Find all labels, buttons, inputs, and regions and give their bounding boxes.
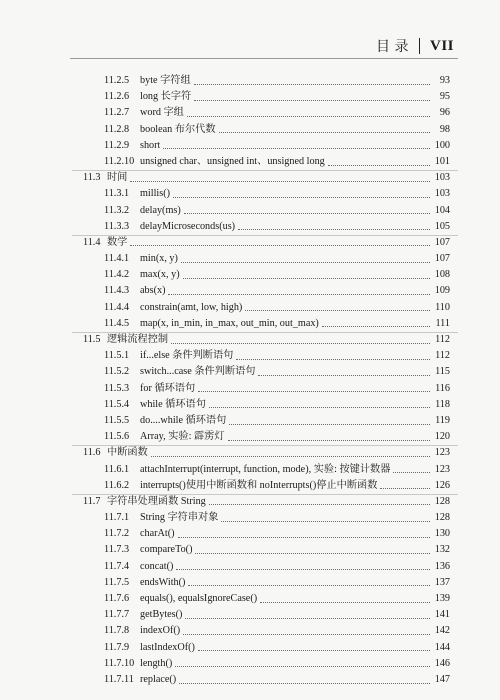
toc-entry-page: 111 bbox=[435, 317, 450, 329]
toc-entry-title: 数学 bbox=[107, 236, 128, 248]
dot-leader bbox=[229, 424, 430, 425]
toc-entry-row bbox=[0, 542, 500, 558]
toc-entry-title: interrupts()使用中断函数和 noInterrupts()停止中断函数 bbox=[140, 479, 378, 491]
toc-entry-number: 11.5.3 bbox=[104, 382, 130, 394]
toc-entry-row bbox=[0, 526, 500, 542]
toc-section-row bbox=[0, 170, 500, 186]
toc-entry-row bbox=[0, 348, 500, 364]
toc-entry-title: switch...case 条件判断语句 bbox=[140, 366, 256, 378]
header-divider bbox=[419, 38, 420, 54]
toc-entry-row bbox=[0, 623, 500, 639]
dot-leader bbox=[380, 488, 430, 489]
toc-entry-page: 119 bbox=[435, 414, 450, 426]
dot-leader bbox=[228, 440, 430, 441]
toc-entry-page: 101 bbox=[434, 155, 450, 167]
toc-entry-title: map(x, in_min, in_max, out_min, out_max) bbox=[140, 317, 319, 329]
toc-entry-number: 11.3 bbox=[83, 172, 101, 184]
dot-leader bbox=[209, 504, 430, 505]
toc-entry-row bbox=[0, 591, 500, 607]
toc-entry-number: 11.7.1 bbox=[104, 512, 130, 524]
toc-entry-title: replace() bbox=[140, 673, 177, 685]
toc-entry-number: 11.6.2 bbox=[104, 479, 130, 491]
dot-leader bbox=[328, 165, 430, 166]
toc-entry-number: 11.5.1 bbox=[104, 350, 130, 362]
toc-entry-number: 11.3.2 bbox=[104, 204, 130, 216]
toc-entry-row bbox=[0, 478, 500, 494]
toc-entry-page: 126 bbox=[434, 479, 450, 491]
dot-leader bbox=[168, 294, 430, 295]
toc-entry-row bbox=[0, 251, 500, 267]
toc-entry-page: 139 bbox=[434, 593, 450, 604]
toc-entry-row bbox=[0, 300, 500, 316]
toc-entry-title: abs(x) bbox=[140, 285, 166, 297]
toc-entry-row bbox=[0, 138, 500, 154]
toc-entry-title: compareTo() bbox=[140, 544, 193, 556]
toc-entry-number: 11.7.6 bbox=[104, 593, 130, 604]
toc-entry-page: 132 bbox=[434, 544, 450, 556]
toc-entry-row bbox=[0, 267, 500, 283]
toc-entry-title: for 循环语句 bbox=[140, 382, 196, 394]
toc-entry-page: 112 bbox=[435, 334, 450, 345]
toc-entry-title: lastIndexOf() bbox=[140, 641, 195, 653]
toc-entry-number: 11.7.8 bbox=[104, 625, 130, 637]
toc-entry-number: 11.4.2 bbox=[104, 269, 130, 281]
toc-entry-page: 130 bbox=[434, 528, 450, 540]
toc-entry-page: 95 bbox=[439, 91, 450, 103]
dot-leader bbox=[221, 521, 430, 522]
toc-entry-title: boolean 布尔代数 bbox=[140, 123, 216, 135]
dot-leader bbox=[130, 245, 430, 246]
dot-leader bbox=[183, 278, 430, 279]
toc-entry-row bbox=[0, 397, 500, 413]
toc-entry-number: 11.2.10 bbox=[104, 155, 135, 167]
toc-entry-title: min(x, y) bbox=[140, 253, 178, 265]
dot-leader bbox=[393, 472, 430, 473]
toc-entry-row bbox=[0, 316, 500, 332]
toc-entry-title: delayMicroseconds(us) bbox=[140, 220, 236, 232]
toc-entry-page: 137 bbox=[434, 576, 450, 588]
toc-entry-row bbox=[0, 73, 500, 89]
toc-entry-title: long 长字符 bbox=[140, 91, 192, 103]
toc-entry-title: equals(), equalsIgnoreCase() bbox=[140, 593, 258, 604]
dot-leader bbox=[219, 132, 430, 133]
dot-leader bbox=[194, 100, 430, 101]
dot-leader bbox=[188, 585, 430, 586]
dot-leader bbox=[198, 391, 430, 392]
toc-entry-page: 147 bbox=[434, 673, 450, 685]
toc-entry-number: 11.7.3 bbox=[104, 544, 130, 556]
toc-entry-page: 107 bbox=[434, 236, 450, 248]
toc-entry-page: 115 bbox=[435, 366, 450, 378]
dot-leader bbox=[195, 553, 430, 554]
toc-entry-row bbox=[0, 640, 500, 656]
toc-entry-page: 103 bbox=[434, 188, 450, 200]
toc-entry-page: 144 bbox=[434, 641, 450, 653]
toc-entry-page: 100 bbox=[434, 139, 450, 151]
toc-entry-title: attachInterrupt(interrupt, function, mode), 实验: 按键计数器 bbox=[140, 463, 391, 475]
toc-entry-row bbox=[0, 413, 500, 429]
toc-entry-number: 11.7.2 bbox=[104, 528, 130, 540]
toc-section-row bbox=[0, 494, 500, 510]
toc-entry-title: charAt() bbox=[140, 528, 175, 540]
toc-entry-number: 11.7.11 bbox=[104, 673, 134, 685]
toc-entry-number: 11.2.7 bbox=[104, 107, 130, 119]
toc-entry-row bbox=[0, 672, 500, 688]
toc-entry-number: 11.5.5 bbox=[104, 414, 130, 426]
dot-leader bbox=[178, 537, 430, 538]
dot-leader bbox=[171, 343, 430, 344]
toc-entry-page: 141 bbox=[434, 609, 450, 621]
dot-leader bbox=[181, 262, 430, 263]
toc-entry-title: endsWith() bbox=[140, 576, 186, 588]
toc-entry-number: 11.5.4 bbox=[104, 398, 130, 410]
toc-entry-row bbox=[0, 154, 500, 170]
dot-leader bbox=[184, 213, 430, 214]
toc-entry-row bbox=[0, 89, 500, 105]
toc-entry-page: 136 bbox=[434, 560, 450, 572]
toc-entry-number: 11.7.7 bbox=[104, 609, 130, 621]
toc-entry-row bbox=[0, 283, 500, 299]
toc-entry-title: String 字符串对象 bbox=[140, 512, 219, 524]
toc-entry-page: 109 bbox=[434, 285, 450, 297]
toc-entry-number: 11.5.6 bbox=[104, 431, 130, 443]
toc-entry-number: 11.5 bbox=[83, 334, 101, 345]
dot-leader bbox=[179, 683, 430, 684]
dot-leader bbox=[194, 84, 430, 85]
dot-leader bbox=[260, 602, 430, 603]
toc-entry-page: 120 bbox=[434, 431, 450, 443]
toc-entry-row bbox=[0, 575, 500, 591]
toc-entry-row bbox=[0, 429, 500, 445]
toc-entry-row bbox=[0, 559, 500, 575]
toc-section-row bbox=[0, 332, 500, 348]
toc-entry-page: 142 bbox=[434, 625, 450, 637]
toc-entry-title: length() bbox=[140, 657, 173, 669]
dot-leader bbox=[322, 326, 430, 327]
toc-entry-number: 11.3.1 bbox=[104, 188, 130, 200]
toc-entry-page: 128 bbox=[434, 512, 450, 524]
toc-entry-title: short bbox=[140, 139, 161, 151]
toc-entry-number: 11.6.1 bbox=[104, 463, 130, 475]
toc-entry-page: 107 bbox=[434, 253, 450, 265]
toc-entry-title: indexOf() bbox=[140, 625, 181, 637]
toc-entry-number: 11.2.5 bbox=[104, 75, 130, 86]
toc-entry-row bbox=[0, 462, 500, 478]
dot-leader bbox=[130, 181, 430, 182]
dot-leader bbox=[187, 116, 430, 117]
header-label: 目 录 bbox=[375, 40, 409, 55]
toc-entry-title: delay(ms) bbox=[140, 204, 181, 216]
toc-entry-row bbox=[0, 510, 500, 526]
toc-entry-title: while 循环语句 bbox=[140, 398, 206, 410]
toc-entry-title: byte 字符组 bbox=[140, 75, 191, 86]
toc-entry-page: 98 bbox=[439, 123, 450, 135]
toc-entry-page: 146 bbox=[434, 657, 450, 669]
toc-entry-page: 118 bbox=[435, 398, 450, 410]
toc-entry-page: 108 bbox=[434, 269, 450, 281]
header-rule bbox=[70, 58, 458, 59]
toc-entry-title: if...else 条件判断语句 bbox=[140, 350, 234, 362]
toc-entry-number: 11.4.3 bbox=[104, 285, 130, 297]
toc-entry-row bbox=[0, 656, 500, 672]
toc-entry-number: 11.7.9 bbox=[104, 641, 130, 653]
dot-leader bbox=[245, 310, 430, 311]
header-page-number: VII bbox=[429, 37, 454, 54]
toc-entry-number: 11.4.1 bbox=[104, 253, 130, 265]
toc-entry-row bbox=[0, 105, 500, 121]
toc-section-row bbox=[0, 445, 500, 461]
toc-entry-page: 128 bbox=[434, 495, 450, 507]
dot-leader bbox=[209, 407, 430, 408]
dot-leader bbox=[185, 618, 430, 619]
dot-leader bbox=[163, 148, 430, 149]
dot-leader bbox=[175, 666, 430, 667]
toc-entry-row bbox=[0, 381, 500, 397]
toc-entry-page: 116 bbox=[435, 382, 450, 394]
toc-entry-page: 123 bbox=[434, 447, 450, 459]
toc-entry-title: 时间 bbox=[107, 172, 128, 184]
dot-leader bbox=[183, 634, 430, 635]
toc-entry-number: 11.7 bbox=[83, 495, 101, 507]
toc-entry-title: unsigned char、unsigned int、unsigned long bbox=[140, 155, 325, 167]
toc-entry-number: 11.7.5 bbox=[104, 576, 130, 588]
dot-leader bbox=[176, 569, 430, 570]
toc-entry-title: Array, 实验: 霹雳灯 bbox=[140, 431, 225, 443]
toc-entry-title: 中断函数 bbox=[107, 447, 148, 459]
toc-entry-page: 103 bbox=[434, 172, 450, 184]
toc-entry-title: getBytes() bbox=[140, 609, 183, 621]
toc-entry-title: max(x, y) bbox=[140, 269, 180, 281]
toc-entry-row bbox=[0, 219, 500, 235]
toc-entry-number: 11.5.2 bbox=[104, 366, 130, 378]
table-of-contents bbox=[0, 73, 500, 688]
page-header bbox=[376, 36, 454, 56]
toc-entry-row bbox=[0, 186, 500, 202]
toc-entry-page: 110 bbox=[435, 301, 450, 313]
dot-leader bbox=[258, 375, 430, 376]
toc-entry-number: 11.3.3 bbox=[104, 220, 130, 232]
toc-entry-page: 93 bbox=[439, 75, 450, 86]
dot-leader bbox=[173, 197, 430, 198]
toc-section-row bbox=[0, 235, 500, 251]
toc-entry-title: millis() bbox=[140, 188, 170, 200]
dot-leader bbox=[236, 359, 430, 360]
toc-entry-title: do....while 循环语句 bbox=[140, 414, 227, 426]
toc-entry-number: 11.7.4 bbox=[104, 560, 130, 572]
dot-leader bbox=[238, 229, 430, 230]
toc-entry-row bbox=[0, 364, 500, 380]
toc-entry-title: concat() bbox=[140, 560, 174, 572]
toc-entry-number: 11.4 bbox=[83, 236, 101, 248]
toc-entry-page: 104 bbox=[434, 204, 450, 216]
toc-entry-number: 11.6 bbox=[83, 447, 101, 459]
toc-entry-title: constrain(amt, low, high) bbox=[140, 301, 243, 313]
toc-entry-number: 11.4.4 bbox=[104, 301, 130, 313]
toc-entry-row bbox=[0, 122, 500, 138]
toc-entry-number: 11.7.10 bbox=[104, 657, 135, 669]
toc-entry-page: 123 bbox=[434, 463, 450, 475]
toc-entry-row bbox=[0, 203, 500, 219]
toc-entry-number: 11.2.6 bbox=[104, 91, 130, 103]
toc-entry-row bbox=[0, 607, 500, 623]
dot-leader bbox=[151, 456, 430, 457]
toc-entry-page: 105 bbox=[434, 220, 450, 232]
toc-entry-page: 112 bbox=[435, 350, 450, 362]
toc-entry-title: 字符串处理函数 String bbox=[107, 495, 206, 507]
toc-entry-number: 11.2.9 bbox=[104, 139, 130, 151]
toc-entry-number: 11.2.8 bbox=[104, 123, 130, 135]
toc-entry-number: 11.4.5 bbox=[104, 317, 130, 329]
toc-entry-page: 96 bbox=[439, 107, 450, 119]
toc-entry-title: 逻辑流程控制 bbox=[107, 334, 169, 345]
toc-entry-title: word 字组 bbox=[140, 107, 184, 119]
dot-leader bbox=[198, 650, 430, 651]
